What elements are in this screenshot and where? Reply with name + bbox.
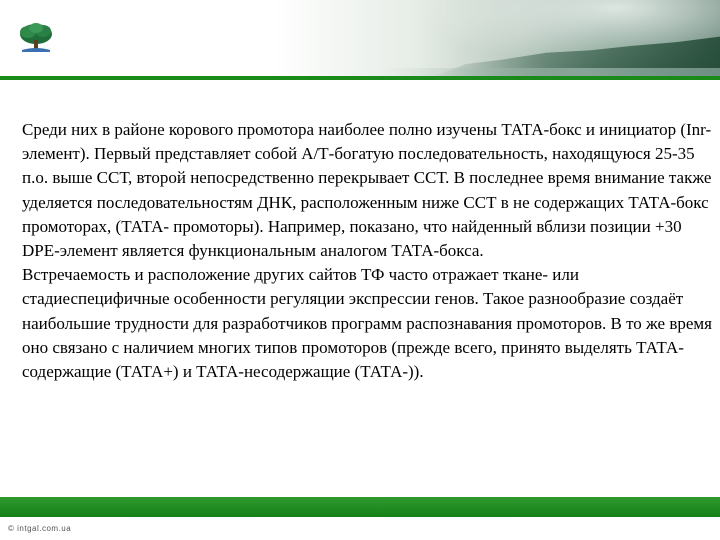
body-paragraph: Среди них в районе корового промотора наиболее полно изучены ТАТА-бокс и инициатор (Inr-элемент). Первый представляет собой А/Т-богатую последовательность, находящуюся 25-35 п.о. выше ССТ, второй непосредственно перекрывает ССТ. В последнее время внимание также уделяется последовательностям ДНК, расположенным ниже ССТ в не содержащих ТАТА-бокс промоторах, (ТАТА- промоторы). Например, показано, что найденный вблизи позиции +30 DPE-элемент является функциональным аналогом ТАТА-бокса. xyxy=(22,120,712,261)
footer-bar xyxy=(0,497,720,517)
tree-logo-icon xyxy=(16,22,56,54)
slide-body xyxy=(22,118,712,384)
body-paragraph: Встречаемость и расположение других сайтов ТФ часто отражает ткане- или стадиеспецифичные особенности регуляции экспрессии генов. Такое разнообразие создаёт наибольшие трудности для разработчиков программ распознавания промоторов. В то же время оно связано с наличием многих типов промоторов (прежде всего, принято выделять ТАТА-содержащие (ТАТА+) и ТАТА-несодержащие (ТАТА-)). xyxy=(22,265,712,382)
footer-credit: © intgal.com.ua xyxy=(8,524,72,533)
header-banner xyxy=(0,0,720,78)
header-divider xyxy=(0,76,720,80)
